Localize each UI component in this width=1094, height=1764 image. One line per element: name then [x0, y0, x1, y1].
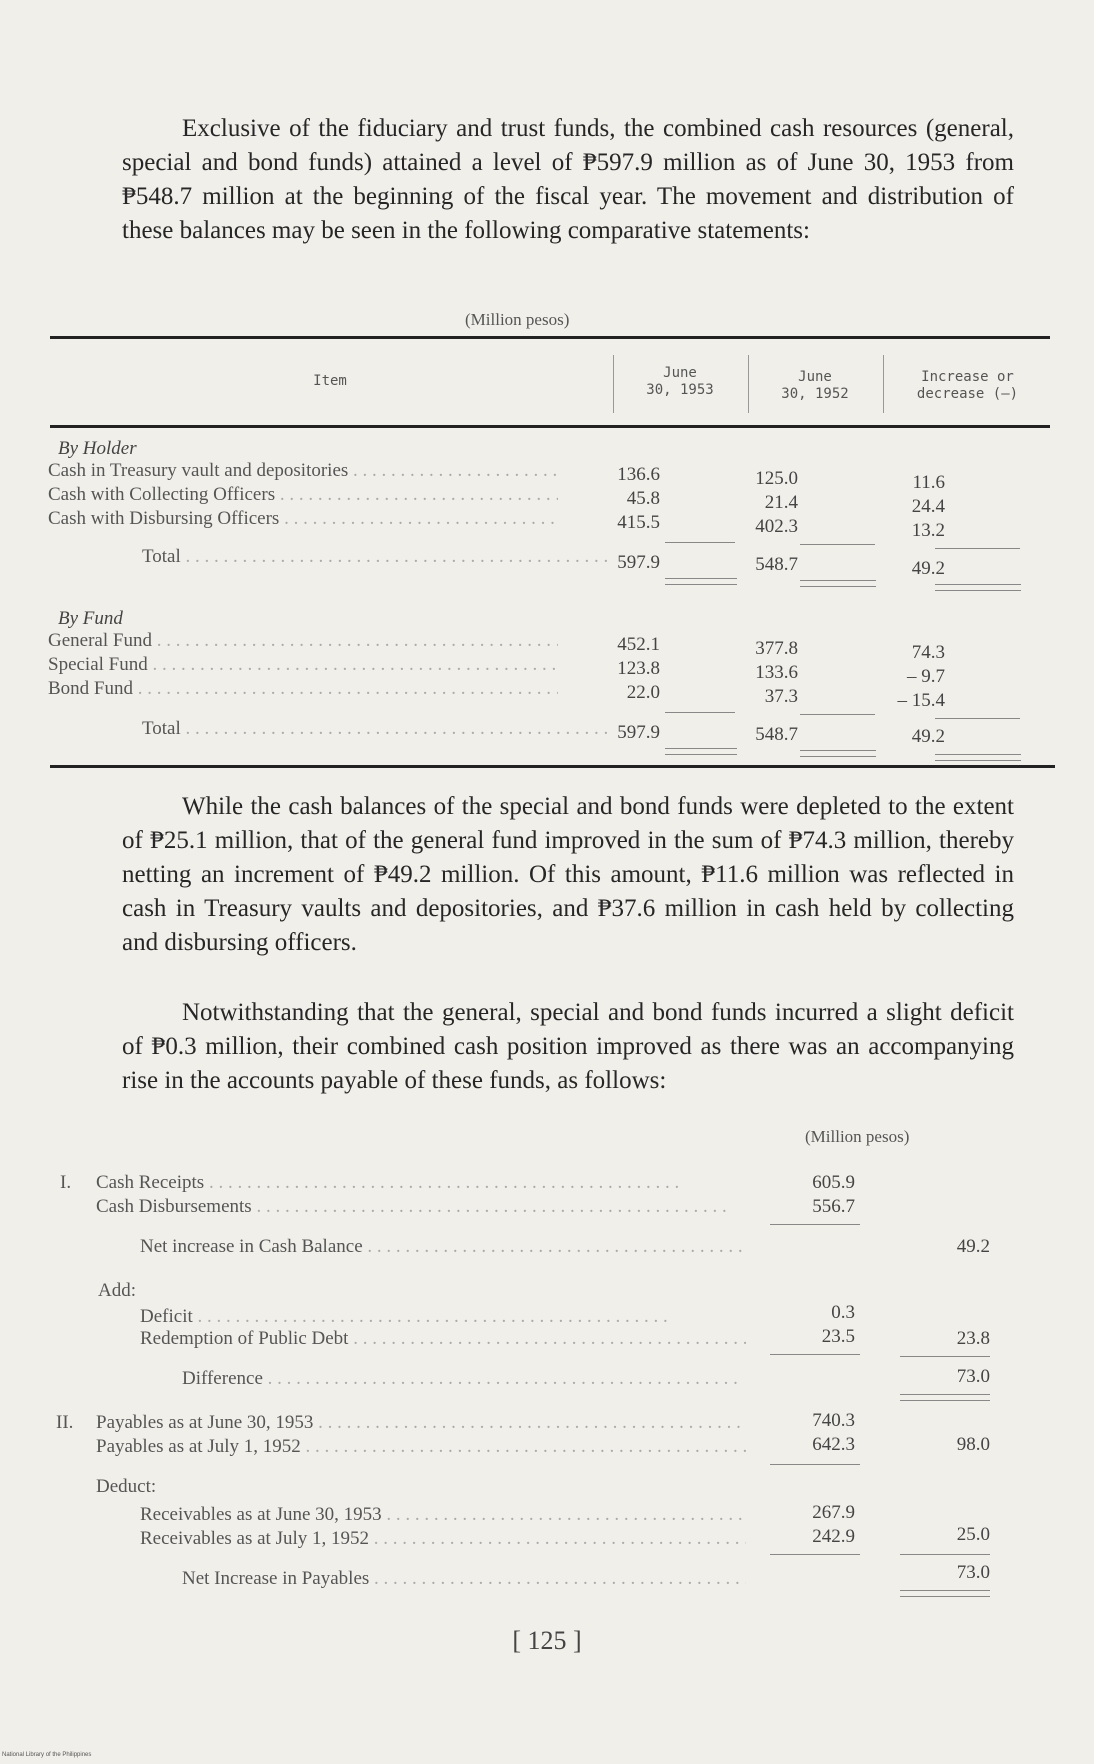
header-june-1952: June 30, 1952 — [781, 369, 849, 402]
table-header — [50, 339, 1050, 428]
value-1953: 22.0 — [626, 682, 660, 703]
subtotal-rule — [770, 1554, 860, 1555]
value: 740.3 — [812, 1410, 855, 1431]
value: 73.0 — [956, 1562, 990, 1583]
section-numeral: II. — [56, 1412, 74, 1433]
subtotal-rule — [800, 544, 875, 545]
value: 49.2 — [956, 1236, 990, 1257]
value-1953: 415.5 — [617, 512, 660, 533]
add-label: Add: — [98, 1280, 136, 1301]
total-change: 49.2 — [911, 558, 945, 579]
value-1952: 125.0 — [755, 468, 798, 489]
list-item — [140, 1306, 746, 1330]
subtotal: 25.0 — [956, 1524, 990, 1545]
list-item — [96, 1172, 746, 1196]
total-1953: 597.9 — [617, 552, 660, 573]
section-by-holder: By Holder — [58, 438, 137, 459]
total-double-rule — [900, 1394, 990, 1401]
total-double-rule — [935, 754, 1021, 761]
row-label: Redemption of Public Debt . . . — [140, 1328, 746, 1350]
list-item — [140, 1528, 746, 1552]
total-double-rule — [665, 578, 737, 585]
total-double-rule — [665, 748, 737, 755]
subtotal-rule — [770, 1354, 860, 1355]
subtotal-rule — [665, 712, 735, 713]
list-item — [140, 1328, 746, 1352]
column-divider — [613, 355, 614, 413]
value: 267.9 — [812, 1502, 855, 1523]
table-bottom-rule — [50, 765, 1055, 768]
list-item — [182, 1568, 746, 1592]
value: 605.9 — [812, 1172, 855, 1193]
row-label: Cash Disbursements . . . — [96, 1196, 746, 1218]
table2-units-caption: (Million pesos) — [805, 1127, 910, 1146]
row-label: Cash in Treasury vault and depositories . . . — [48, 460, 558, 482]
total-double-rule — [900, 1590, 990, 1597]
value-change: 74.3 — [911, 642, 945, 663]
row-label: Cash with Disbursing Officers . . . — [48, 508, 558, 530]
section-by-fund: By Fund — [58, 608, 123, 629]
header-item: Item — [313, 373, 347, 389]
total-change: 49.2 — [911, 726, 945, 747]
column-divider — [883, 355, 884, 413]
column-divider — [748, 355, 749, 413]
row-label: Receivables as at July 1, 1952 . . . — [140, 1528, 746, 1550]
row-label: Bond Fund . . . — [48, 678, 558, 700]
row-label: Cash with Collecting Officers . . . — [48, 484, 558, 506]
subtotal-rule — [900, 1554, 990, 1555]
total-double-rule — [935, 584, 1021, 591]
section-numeral: I. — [60, 1172, 72, 1193]
list-item — [140, 1504, 746, 1528]
row-label: Difference . . . — [182, 1368, 746, 1390]
value-change: 11.6 — [912, 472, 945, 493]
list-item — [96, 1436, 746, 1460]
list-item — [140, 1236, 746, 1260]
total-double-rule — [800, 580, 876, 587]
list-item — [96, 1412, 746, 1436]
total-1952: 548.7 — [755, 554, 798, 575]
row-label: Total . . . — [142, 718, 610, 740]
row-label: Payables as at July 1, 1952 . . . — [96, 1436, 746, 1458]
row-label: Net increase in Cash Balance . . . — [140, 1236, 746, 1258]
row-label: Special Fund . . . — [48, 654, 558, 676]
subtotal: 23.8 — [956, 1328, 990, 1349]
row-label: Receivables as at June 30, 1953 . . . — [140, 1504, 746, 1526]
row-label: Net Increase in Payables . . . — [182, 1568, 746, 1590]
header-increase-decrease: Increase or decrease (—) — [916, 369, 1019, 402]
subtotal-rule — [770, 1224, 860, 1225]
analysis-paragraph: While the cash balances of the special and bond funds were depleted to the extent of ₱25.1 million, that of the general fund improved in the sum of ₱74.3 million, thereby netting an increment of ₱49.2 million. Of this amount, ₱11.6 million was reflected in cash in Treasury vaults and depositories, and ₱37.6 million in cash held by collecting and disbursing officers. — [122, 793, 1014, 956]
table1-units-caption: (Million pesos) — [465, 310, 570, 329]
value-1952: 402.3 — [755, 516, 798, 537]
value-1952: 37.3 — [764, 686, 798, 707]
value-change: 13.2 — [911, 520, 945, 541]
subtotal-rule — [665, 542, 735, 543]
subtotal: 98.0 — [956, 1434, 990, 1455]
value: 0.3 — [831, 1302, 855, 1323]
list-item — [96, 1196, 746, 1220]
header-june-1953: June 30, 1953 — [646, 365, 714, 398]
value-1953: 45.8 — [626, 488, 660, 509]
value-1953: 123.8 — [617, 658, 660, 679]
page-number: [ 125 ] — [512, 1626, 582, 1655]
total-double-rule — [800, 750, 876, 757]
total-1953: 597.9 — [617, 722, 660, 743]
value: 23.5 — [821, 1326, 855, 1347]
row-label: Total . . . — [142, 546, 610, 568]
deduct-label: Deduct: — [96, 1476, 157, 1497]
value-change: 24.4 — [911, 496, 945, 517]
value-change: – 15.4 — [897, 690, 945, 711]
value: 242.9 — [812, 1526, 855, 1547]
value-1952: 21.4 — [764, 492, 798, 513]
total-1952: 548.7 — [755, 724, 798, 745]
intro-paragraph: Exclusive of the fiduciary and trust funds, the combined cash resources (general, special and bond funds) attained a level of ₱597.9 million as of June 30, 1953 from ₱548.7 million at the beginning of the fiscal year. The movement and distribution of these balances may be seen in the following comparative statements: — [122, 115, 1014, 244]
value: 556.7 — [812, 1196, 855, 1217]
comparative-cash-table — [50, 336, 1050, 428]
value-1953: 136.6 — [617, 464, 660, 485]
row-label: Cash Receipts . . . — [96, 1172, 746, 1194]
value-1952: 133.6 — [755, 662, 798, 683]
value-1953: 452.1 — [617, 634, 660, 655]
value: 642.3 — [812, 1434, 855, 1455]
row-label: Payables as at June 30, 1953 . . . — [96, 1412, 746, 1434]
value-1952: 377.8 — [755, 638, 798, 659]
list-item — [182, 1368, 746, 1392]
row-label: General Fund . . . — [48, 630, 558, 652]
payables-paragraph: Notwithstanding that the general, special and bond funds incurred a slight deficit of ₱0.3 million, their combined cash position improved as there was an accompanying rise in the accounts payable of these funds, as follows: — [122, 999, 1014, 1094]
library-imprint: National Library of the Philippines — [2, 1752, 92, 1758]
value: 73.0 — [956, 1366, 990, 1387]
value-change: – 9.7 — [907, 666, 945, 687]
subtotal-rule — [900, 1356, 990, 1357]
row-label: Deficit . . . — [140, 1306, 746, 1328]
subtotal-rule — [770, 1464, 860, 1465]
subtotal-rule — [800, 714, 875, 715]
